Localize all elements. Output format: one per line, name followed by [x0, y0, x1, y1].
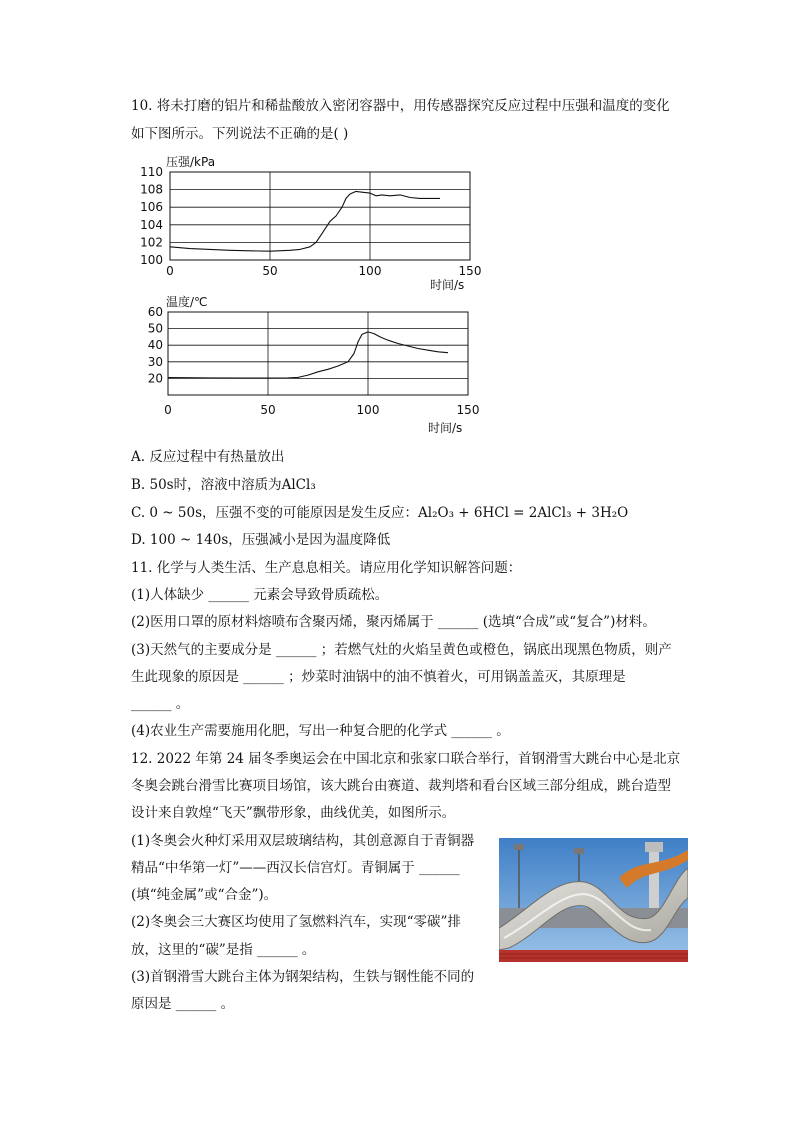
q12-part2-line1: (2)冬奥会三大赛区均使用了氢燃料汽车，实现“零碳”排 — [131, 914, 461, 930]
q12-part3-line1: (3)首钢滑雪大跳台主体为钢架结构，生铁与钢性能不同的 — [131, 969, 475, 985]
chart1-x-tick-label: 100 — [356, 403, 380, 417]
q12-stem-line3: 设计来自敦煌“飞天”飘带形象，曲线优美，如图所示。 — [131, 805, 456, 821]
pressure-chart — [128, 150, 508, 300]
pressure-ylabel: 压强/kPa — [166, 155, 216, 169]
temperature-chart — [128, 290, 508, 440]
chart0-x-tick-label: 100 — [358, 264, 382, 278]
q10-option-a: A. 反应过程中有热量放出 — [131, 449, 285, 465]
chart1-y-tick-label: 20 — [147, 371, 163, 386]
q11-part3-line1: (3)天然气的主要成分是 ______ ；若燃气灶的火焰呈黄色或橙色，锅底出现黑色物质，则产 — [131, 642, 672, 658]
q12-part1-line1: (1)冬奥会火种灯采用双层玻璃结构，其创意源自于青铜器 — [131, 833, 475, 849]
chart1-y-tick-label: 40 — [147, 338, 163, 353]
chart1-frame — [168, 312, 468, 395]
q10-stem-line2: 如下图所示。下列说法不正确的是( ) — [131, 126, 349, 142]
chart0-x-tick-label: 0 — [166, 264, 174, 278]
q10-option-c: C. 0 ~ 50s，压强不变的可能原因是发生反应：Al₂O₃ + 6HCl = 2AlCl₃ + 3H₂O — [131, 505, 629, 521]
q11-part4: (4)农业生产需要施用化肥，写出一种复合肥的化学式 ______ 。 — [131, 723, 510, 739]
q11-part2: (2)医用口罩的原材料熔喷布含聚丙烯，聚丙烯属于 ______ (选填“合成”或“复合”)材料。 — [131, 614, 656, 630]
q12-part1-line2: 精品“中华第一灯”——西汉长信宫灯。青铜属于 ______ — [131, 860, 460, 876]
chart0-y-tick-label: 104 — [140, 217, 163, 232]
q11-stem: 11. 化学与人类生活、生产息息相关。请应用化学知识解答问题： — [131, 560, 522, 576]
q11-part3-line2: 生此现象的原因是 ______ ；炒菜时油锅中的油不慎着火，可用锅盖盖灭，其原理是 — [131, 669, 626, 685]
q11-part1: (1)人体缺少 ______ 元素会导致骨质疏松。 — [131, 587, 389, 603]
chart0-x-tick-label: 50 — [262, 264, 278, 278]
q10-stem-line1: 10. 将未打磨的铝片和稀盐酸放入密闭容器中，用传感器探究反应过程中压强和温度的变化 — [131, 98, 670, 114]
chart1-series-line — [168, 332, 448, 378]
chart1-y-tick-label: 50 — [147, 321, 163, 336]
pressure-xlabel: 时间/s — [430, 278, 465, 292]
chart0-y-tick-label: 102 — [140, 235, 163, 250]
chart1-x-tick-label: 0 — [164, 403, 172, 417]
q12-stem-line2: 冬奥会跳台滑雪比赛项目场馆，该大跳台由赛道、裁判塔和看台区域三部分组成，跳台造型 — [131, 778, 671, 794]
chart0-x-tick-label: 150 — [458, 264, 482, 278]
chart0-y-tick-label: 106 — [140, 200, 163, 215]
chart0-y-tick-label: 100 — [140, 253, 163, 267]
chart0-y-tick-label: 108 — [140, 182, 163, 197]
chart0-frame — [170, 172, 470, 260]
temperature-xlabel: 时间/s — [428, 421, 463, 435]
chart0-y-tick-label: 110 — [140, 165, 163, 179]
q12-part2-line2: 放，这里的“碳”是指 ______ 。 — [131, 942, 316, 958]
q12-part3-line2: 原因是 ______ 。 — [131, 996, 235, 1012]
temperature-ylabel: 温度/℃ — [166, 295, 208, 309]
q12-part1-line3: (填“纯金属”或“合金”)。 — [131, 887, 278, 903]
chart1-x-tick-label: 150 — [456, 403, 480, 417]
q10-option-b: B. 50s时，溶液中溶质为AlCl₃ — [131, 477, 316, 493]
ski-jump-photo — [499, 838, 688, 962]
chart1-y-tick-label: 60 — [147, 305, 163, 319]
chart1-x-tick-label: 50 — [260, 403, 276, 417]
q11-part3-line3: ______ 。 — [131, 696, 190, 712]
chart1-y-tick-label: 30 — [147, 354, 163, 369]
q10-option-d: D. 100 ~ 140s，压强减小是因为温度降低 — [131, 532, 391, 548]
q12-stem-line1: 12. 2022 年第 24 届冬季奥运会在中国北京和张家口联合举行，首钢滑雪大跳台中心是北京 — [131, 751, 681, 767]
